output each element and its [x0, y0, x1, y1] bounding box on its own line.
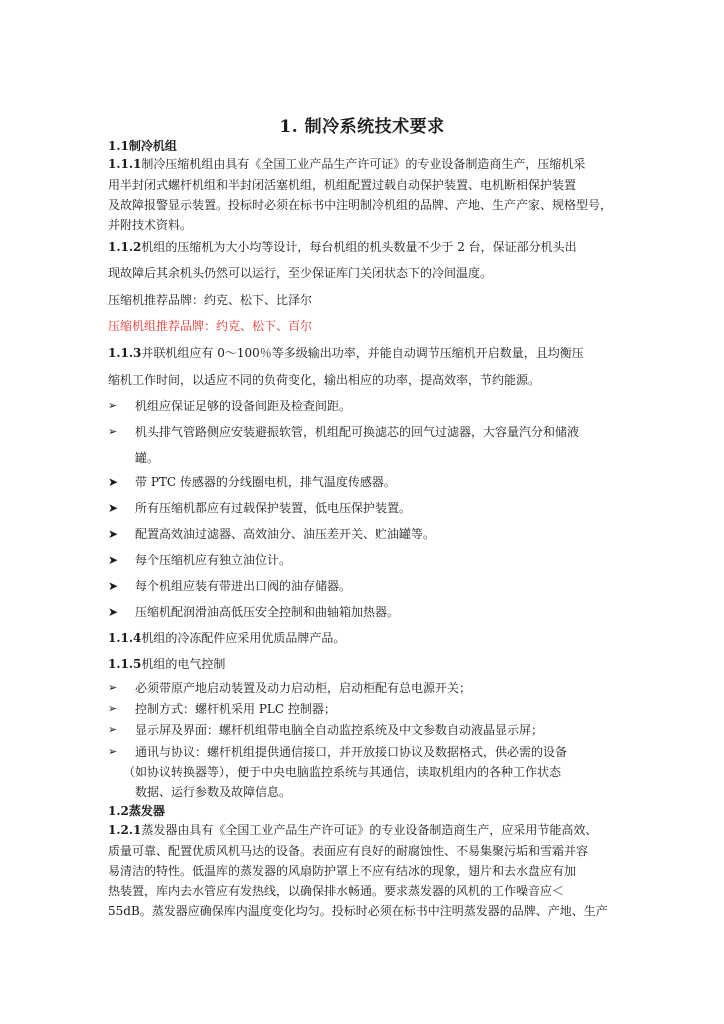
list-item: 每个压缩机应有独立油位计。 [135, 553, 292, 567]
list-item-continuation: （如协议转换器等），便于中央电脑监控系统与其通信，读取机组内的各种工作状态 [123, 765, 562, 779]
paragraph-line: 热装置，库内去水管应有发热线，以确保排水畅通。要求蒸发器的风机的工作噪音应＜ [108, 884, 565, 898]
list-item: 必须带原产地启动装置及动力启动柜，启动柜配有总电源开关； [135, 681, 472, 695]
bullet-arrow-icon: ➤ [108, 475, 119, 489]
list-item: 每个机组应装有带进出口阀的油存储器。 [135, 579, 352, 593]
section-number: 1.1.5 [108, 657, 142, 671]
section-number: 1.2.1 [108, 823, 142, 837]
paragraph-line: 易清洁的特性。低温库的蒸发器的风扇防护罩上不应有结冰的现象，翅片和去水盘应有加 [108, 864, 577, 878]
list-item-continuation: 罐。 [135, 451, 160, 465]
section-number: 1.1.3 [108, 346, 142, 360]
section-number: 1.1.4 [108, 631, 142, 645]
paragraph-line [108, 630, 618, 646]
bullet-arrow-icon: ➤ [108, 605, 119, 619]
bullet-arrow-icon: ➢ [108, 702, 118, 715]
list-item: 控制方式：螺杆机采用 PLC 控制器； [135, 702, 336, 716]
paragraph-line: 并附技术资料。 [108, 218, 193, 232]
list-item: 带 PTC 传感器的分线圈电机，排气温度传感器。 [135, 475, 396, 489]
text-run: 并联机组应有 0～100％等多级输出功率，并能自动调节压缩机开启数量，且均衡压 [141, 346, 584, 360]
paragraph-line: 缩机工作时间，以适应不同的负荷变化，输出相应的功率，提高效率，节约能源。 [108, 373, 541, 387]
list-item: 机组应保证足够的设备间距及检查间距。 [135, 399, 352, 413]
text-run: 机组的压缩机为大小均等设计，每台机组的机头数量不少于 2 台，保证部分机头出 [141, 240, 577, 254]
paragraph-line [108, 156, 618, 172]
bullet-arrow-icon: ➢ [108, 745, 118, 758]
page-title: 1. 制冷系统技术要求 [279, 117, 445, 137]
text-run: 蒸发器由具有《全国工业产品生产许可证》的专业设备制造商生产，应采用节能高效、 [141, 823, 598, 837]
list-item: 配置高效油过滤器、高效油分、油压差开关、贮油罐等。 [135, 527, 436, 541]
bullet-arrow-icon: ➤ [108, 527, 119, 541]
text-run: 机组的电气控制 [141, 657, 226, 671]
section-heading-1-1 [108, 138, 618, 154]
paragraph-line: 及故障报警显示装置。投标时必须在标书中注明制冷机组的品牌、产地、生产产家、规格型号， [108, 198, 613, 212]
bullet-arrow-icon: ➢ [108, 681, 118, 694]
list-item-continuation: 数据、运行参数及故障信息。 [135, 785, 292, 799]
paragraph-line [108, 656, 618, 672]
bullet-arrow-icon: ➤ [108, 553, 119, 567]
section-number: 1.1.1 [108, 157, 142, 171]
paragraph-line: 55dB。蒸发器应确保库内温度变化均匀。投标时必须在标书中注明蒸发器的品牌、产地、生产 [108, 904, 608, 918]
paragraph-line: 质量可靠、配置优质风机马达的设备。表面应有良好的耐腐蚀性、不易集聚污垢和雪霜并容 [108, 844, 589, 858]
list-item: 显示屏及界面：螺杆机组带电脑全自动监控系统及中文参数自动液晶显示屏； [135, 723, 544, 737]
text-run: 机组的冷冻配件应采用优质品牌产品。 [141, 631, 346, 645]
section-number: 1.2 [108, 804, 129, 818]
paragraph-line: 现故障后其余机头仍然可以运行，至少保证库门关闭状态下的冷间温度。 [108, 266, 493, 280]
paragraph-line [108, 239, 618, 255]
brand-recommendation: 压缩机推荐品牌：约克、松下、比泽尔 [108, 293, 313, 307]
bullet-arrow-icon: ➤ [108, 579, 119, 593]
section-heading-text: 蒸发器 [128, 804, 165, 818]
list-item: 机头排气管路侧应安装避振软管，机组配可换滤芯的回气过滤器，大容量汽分和储液 [135, 425, 580, 439]
text-run: 制冷压缩机组由具有《全国工业产品生产许可证》的专业设备制造商生产，压缩机采 [141, 157, 586, 171]
paragraph-line [108, 345, 618, 361]
section-number: 1.1.2 [108, 240, 142, 254]
brand-recommendation-highlight: 压缩机组推荐品牌：约克、松下、百尔 [108, 319, 313, 333]
section-number: 1.1 [108, 139, 129, 153]
paragraph-line: 用半封闭式螺杆机组和半封闭活塞机组，机组配置过载自动保护装置、电机断相保护装置 [108, 178, 577, 192]
section-heading-text: 制冷机组 [128, 139, 177, 153]
section-heading-1-2 [108, 803, 618, 819]
list-item: 所有压缩机都应有过载保护装置，低电压保护装置。 [135, 501, 412, 515]
bullet-arrow-icon: ➢ [108, 723, 118, 736]
bullet-arrow-icon: ➢ [108, 399, 118, 412]
bullet-arrow-icon: ➢ [108, 425, 118, 438]
list-item: 压缩机配润滑油高低压安全控制和曲轴箱加热器。 [135, 605, 400, 619]
paragraph-line [108, 822, 618, 838]
list-item: 通讯与协议：螺杆机组提供通信接口，并开放接口协议及数据格式，供必需的设备 [135, 745, 568, 759]
bullet-arrow-icon: ➤ [108, 501, 119, 515]
